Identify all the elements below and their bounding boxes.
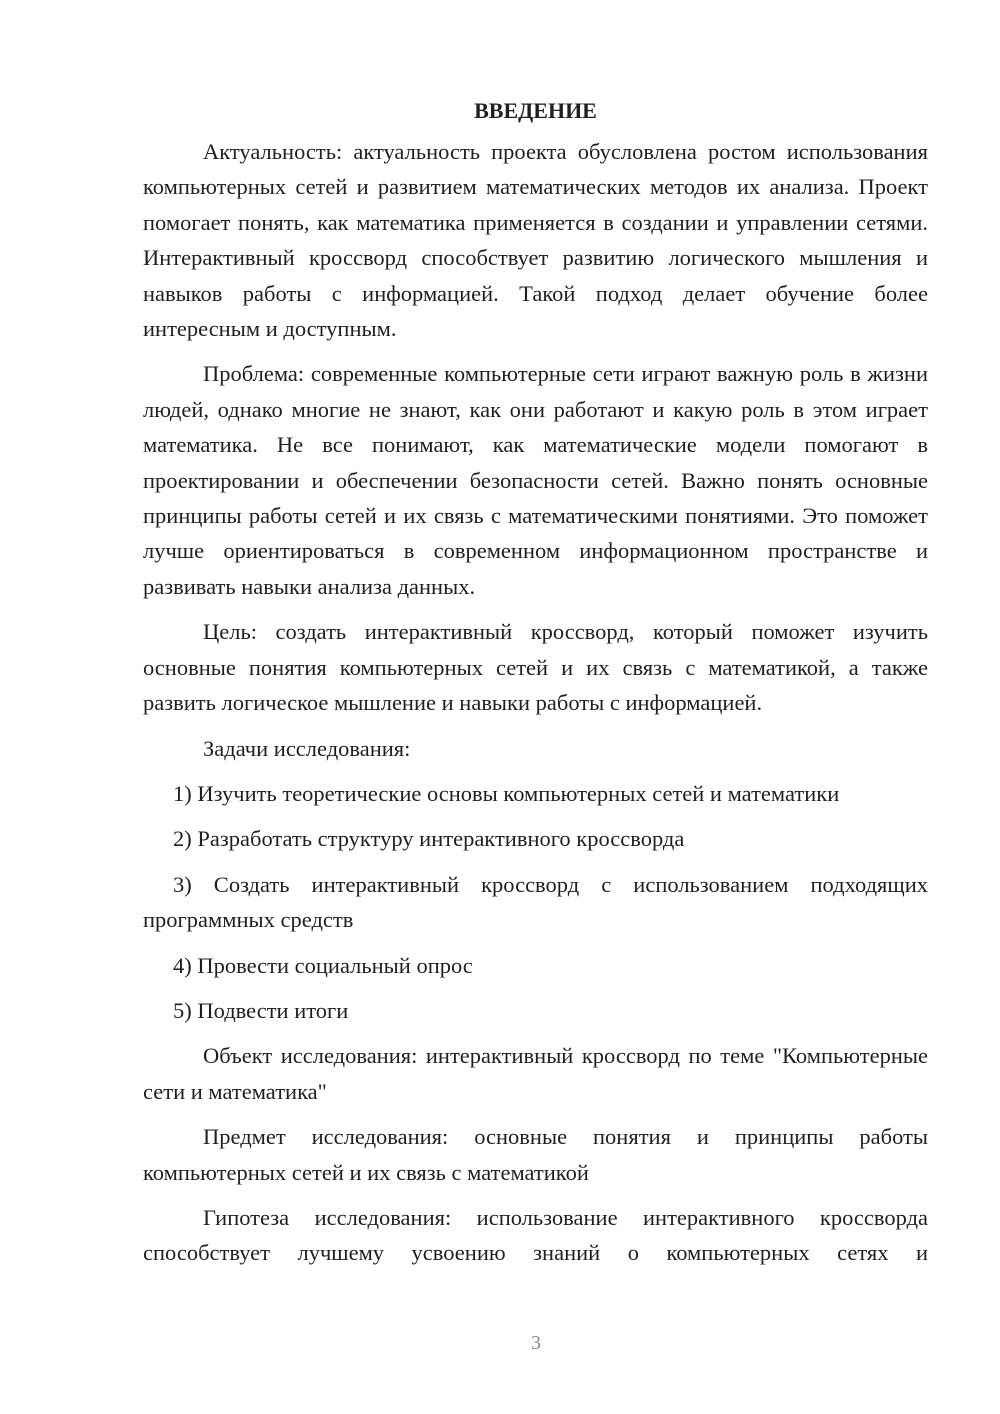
task-item-5: 5) Подвести итоги <box>173 997 349 1023</box>
paragraph-relevance: Актуальность: актуальность проекта обусловлена ростом использования компьютерных сетей и развитием математических методов их анализа. Проект помогает понять, как математика применяется в создании и управлении сетями. Интерактивный кроссворд способствует развитию логического мышления и навыков работы с информацией. Такой подход делает обучение более интересным и доступным. <box>143 139 928 342</box>
task-item-3: 3) Создать интерактивный кроссворд с использованием подходящих программных средств <box>143 871 928 933</box>
task-item-4: 4) Провести социальный опрос <box>173 952 473 978</box>
page-body <box>143 94 928 1281</box>
paragraph-object: Объект исследования: интерактивный кроссворд по теме "Компьютерные сети и математика" <box>143 1043 928 1104</box>
paragraph-goal: Цель: создать интерактивный кроссворд, который поможет изучить основные понятия компьютерных сетей и их связь с математикой, а также развить логическое мышление и навыки работы с информацией. <box>143 619 928 716</box>
section-title: ВВЕДЕНИЕ <box>474 98 597 123</box>
paragraph-tasks-heading: Задачи исследования: <box>203 735 411 761</box>
paragraph-hypothesis: Гипотеза исследования: использование интерактивного кроссворда способствует лучшему усвоению знаний о компьютерных сетях и <box>143 1204 928 1266</box>
task-item-2: 2) Разработать структуру интерактивного кроссворда <box>173 826 685 852</box>
paragraph-subject: Предмет исследования: основные понятия и принципы работы компьютерных сетей и их связь с математикой <box>143 1124 928 1185</box>
page-number: 3 <box>531 1332 541 1354</box>
task-item-1: 1) Изучить теоретические основы компьютерных сетей и математики <box>173 780 840 806</box>
paragraph-problem: Проблема: современные компьютерные сети играют важную роль в жизни людей, однако многие не знают, как они работают и какую роль в этом играет математика. Не все понимают, как математические модели помогают в проектировании и обеспечении безопасности сетей. Важно понять основные принципы работы сетей и их связь с математическими понятиями. Это поможет лучше ориентироваться в современном информационном пространстве и развивать навыки анализа данных. <box>143 361 928 599</box>
